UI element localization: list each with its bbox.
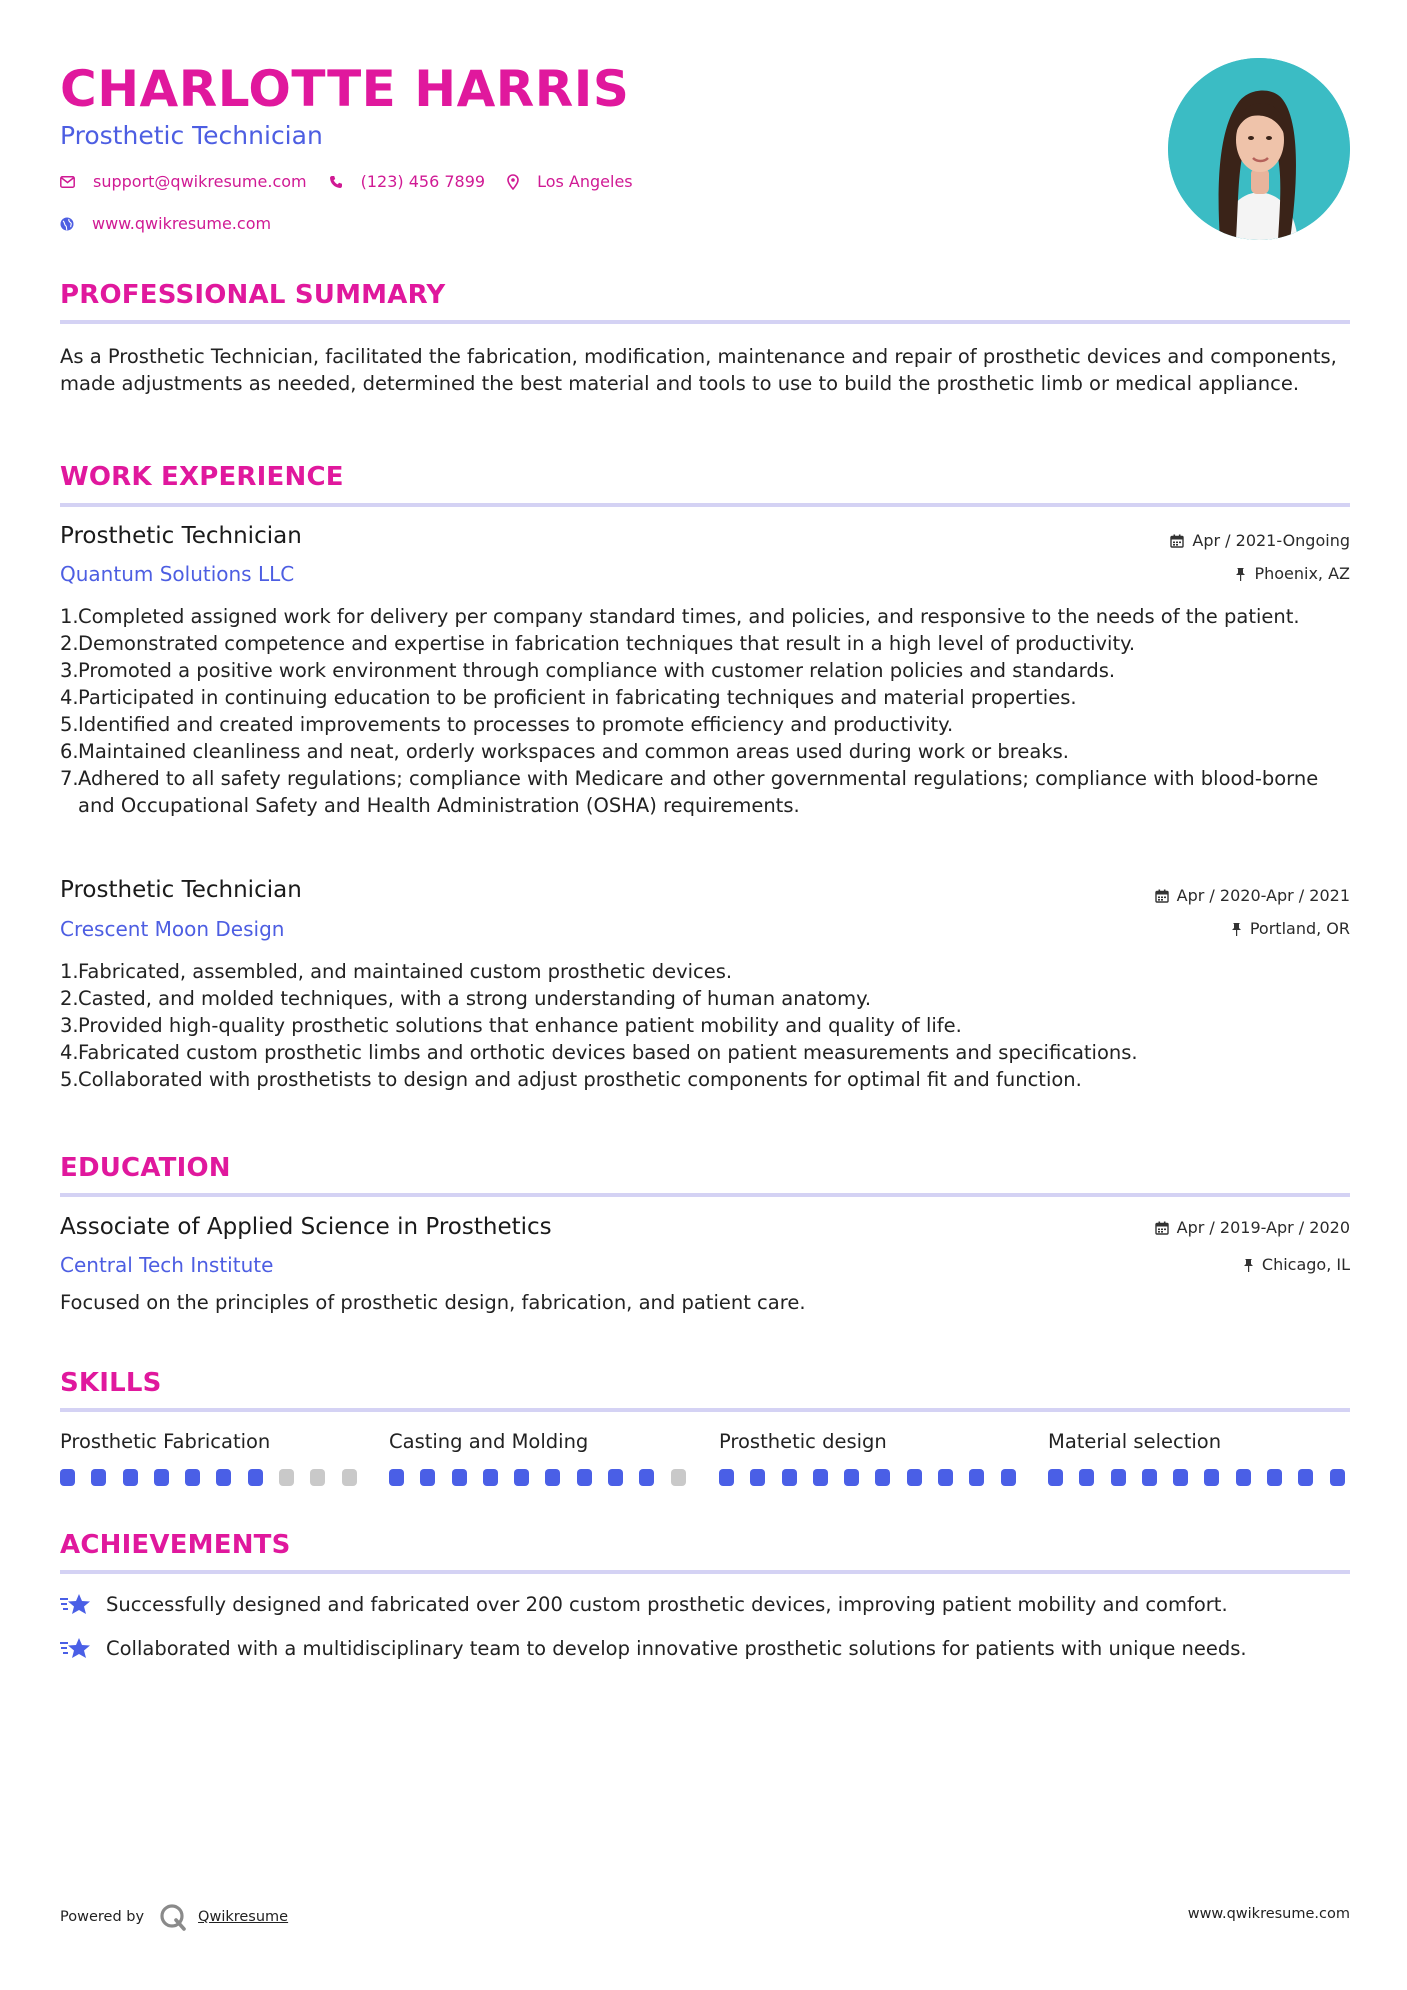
list-item: 5. Identified and created improvements to processes to promote efficiency and productivity. <box>60 713 954 736</box>
skill-name: Material selection <box>1048 1430 1222 1453</box>
education-location-text: Chicago, IL <box>1261 1255 1350 1274</box>
skill-rating <box>719 1469 1032 1486</box>
list-item: 7. Adhered to all safety regulations; compliance with Medicare and other governmental regulations; compliance with blood-borne and Occupational Safety and Health Administration (OSHA) requirements. <box>60 767 1319 817</box>
achievement-text: Collaborated with a multidisciplinary team to develop innovative prosthetic solutions for patients with unique needs. <box>106 1636 1247 1660</box>
skill-dot-filled <box>1111 1469 1126 1486</box>
website-text: www.qwikresume.com <box>92 214 272 233</box>
footer-website[interactable]: www.qwikresume.com <box>1187 1906 1350 1922</box>
skill-dot-filled <box>123 1469 138 1486</box>
list-item: 6. Maintained cleanliness and neat, orderly workspaces and common areas used during work or breaks. <box>60 740 1069 763</box>
education-description: Focused on the principles of prosthetic design, fabrication, and patient care. <box>60 1291 806 1314</box>
skill-dot-filled <box>1142 1469 1157 1486</box>
skill-dot-filled <box>185 1469 200 1486</box>
profile-photo-illustration <box>1168 58 1350 240</box>
skill-dot-filled <box>639 1469 654 1486</box>
calendar-icon <box>1155 889 1169 903</box>
skill-dot-filled <box>1204 1469 1219 1486</box>
skill-dot-filled <box>813 1469 828 1486</box>
location-text: Los Angeles <box>537 172 633 191</box>
skill-dot-filled <box>1267 1469 1282 1486</box>
calendar-icon <box>1170 534 1184 548</box>
degree-title: Associate of Applied Science in Prosthetics <box>60 1214 552 1240</box>
skill-dot-filled <box>452 1469 467 1486</box>
skill-item <box>1048 1430 1348 1453</box>
achievement-item <box>60 1636 1247 1660</box>
job-responsibilities <box>60 603 1350 819</box>
list-item: 3. Promoted a positive work environment through compliance with customer relation policies and standards. <box>60 659 1116 682</box>
skill-dot-empty <box>671 1469 686 1486</box>
job-location-text: Portland, OR <box>1249 919 1350 938</box>
section-divider <box>60 1408 1350 1412</box>
contact-row-website <box>60 214 293 233</box>
job-dates-text: Apr / 2020-Apr / 2021 <box>1176 886 1350 905</box>
skill-dot-filled <box>875 1469 890 1486</box>
skill-dot-filled <box>1298 1469 1313 1486</box>
achievement-item <box>60 1592 1228 1616</box>
education-dates-text: Apr / 2019-Apr / 2020 <box>1176 1218 1350 1237</box>
job-title: Prosthetic Technician <box>60 523 302 549</box>
education-location <box>1243 1255 1350 1274</box>
envelope-icon <box>60 176 75 188</box>
summary-heading: PROFESSIONAL SUMMARY <box>60 280 446 310</box>
skill-dot-filled <box>907 1469 922 1486</box>
job-responsibilities <box>60 958 1350 1093</box>
skill-dot-filled <box>1173 1469 1188 1486</box>
skill-dot-filled <box>969 1469 984 1486</box>
candidate-role: Prosthetic Technician <box>60 121 323 150</box>
achievement-text: Successfully designed and fabricated over 200 custom prosthetic devices, improving patient mobility and comfort. <box>106 1592 1228 1616</box>
contact-email[interactable] <box>60 172 307 191</box>
contact-phone[interactable] <box>329 172 485 191</box>
contact-location <box>507 172 633 191</box>
email-text: support@qwikresume.com <box>93 172 307 191</box>
phone-icon <box>329 175 343 189</box>
section-divider <box>60 320 1350 324</box>
job-location <box>1235 564 1350 583</box>
qwikresume-link[interactable]: Qwikresume <box>198 1909 289 1925</box>
pushpin-icon <box>1243 1258 1254 1272</box>
skill-dot-empty <box>342 1469 357 1486</box>
section-divider <box>60 503 1350 507</box>
education-dates <box>1155 1218 1350 1237</box>
skill-rating <box>389 1469 702 1486</box>
skill-dot-filled <box>216 1469 231 1486</box>
skill-dot-filled <box>154 1469 169 1486</box>
contact-row <box>60 172 655 191</box>
skill-dot-filled <box>1079 1469 1094 1486</box>
avatar <box>1168 58 1350 240</box>
skill-dot-filled <box>750 1469 765 1486</box>
skill-item <box>60 1430 360 1453</box>
job-title: Prosthetic Technician <box>60 877 302 903</box>
section-divider <box>60 1570 1350 1574</box>
skill-dot-filled <box>1001 1469 1016 1486</box>
skill-item <box>389 1430 689 1453</box>
skill-dot-filled <box>248 1469 263 1486</box>
contact-website[interactable] <box>60 214 271 233</box>
job-dates <box>1155 886 1350 905</box>
skill-dot-filled <box>1236 1469 1251 1486</box>
achievements-heading: ACHIEVEMENTS <box>60 1530 291 1560</box>
skill-dot-filled <box>844 1469 859 1486</box>
skill-rating <box>1048 1469 1361 1486</box>
skill-rating <box>60 1469 373 1486</box>
skill-dot-filled <box>91 1469 106 1486</box>
skill-dot-filled <box>577 1469 592 1486</box>
phone-text: (123) 456 7899 <box>360 172 486 191</box>
calendar-icon <box>1155 1221 1169 1235</box>
qwikresume-logo-icon <box>158 1902 188 1932</box>
list-item: 2. Casted, and molded techniques, with a strong understanding of human anatomy. <box>60 987 872 1010</box>
education-heading: EDUCATION <box>60 1153 231 1183</box>
summary-text: As a Prosthetic Technician, facilitated the fabrication, modification, maintenance and repair of prosthetic devices and components, made adjustments as needed, determined the best material and tools to use to build the prosthetic limb or medical appliance. <box>60 345 1337 395</box>
skill-dot-filled <box>719 1469 734 1486</box>
footer-powered-by <box>60 1902 288 1932</box>
powered-by-label: Powered by <box>60 1909 145 1925</box>
job-dates-text: Apr / 2021-Ongoing <box>1192 531 1350 550</box>
job-dates <box>1170 531 1350 550</box>
experience-heading: WORK EXPERIENCE <box>60 462 344 492</box>
section-divider <box>60 1193 1350 1197</box>
map-pin-icon <box>507 174 519 190</box>
list-item: 4. Participated in continuing education to be proficient in fabricating techniques and material properties. <box>60 686 1077 709</box>
pushpin-icon <box>1231 922 1242 936</box>
skill-dot-filled <box>514 1469 529 1486</box>
skill-dot-filled <box>1048 1469 1063 1486</box>
skills-heading: SKILLS <box>60 1368 162 1398</box>
job-company: Quantum Solutions LLC <box>60 562 295 586</box>
skill-dot-filled <box>60 1469 75 1486</box>
skill-dot-empty <box>310 1469 325 1486</box>
job-company: Crescent Moon Design <box>60 917 285 941</box>
skill-dot-filled <box>1330 1469 1345 1486</box>
skill-name: Prosthetic Fabrication <box>60 1430 271 1453</box>
school-name: Central Tech Institute <box>60 1253 274 1277</box>
skill-name: Casting and Molding <box>389 1430 589 1453</box>
star-badge-icon <box>60 1592 92 1616</box>
skill-dot-empty <box>279 1469 294 1486</box>
skill-dot-filled <box>389 1469 404 1486</box>
job-location-text: Phoenix, AZ <box>1254 564 1350 583</box>
list-item: 5. Collaborated with prosthetists to design and adjust prosthetic components for optimal fit and function. <box>60 1068 1082 1091</box>
skill-name: Prosthetic design <box>719 1430 887 1453</box>
list-item: 1. Fabricated, assembled, and maintained custom prosthetic devices. <box>60 960 733 983</box>
skill-item <box>719 1430 1019 1453</box>
skill-dot-filled <box>420 1469 435 1486</box>
globe-icon <box>60 217 74 231</box>
skill-dot-filled <box>483 1469 498 1486</box>
list-item: 4. Fabricated custom prosthetic limbs and orthotic devices based on patient measurements and specifications. <box>60 1041 1138 1064</box>
skill-dot-filled <box>782 1469 797 1486</box>
pushpin-icon <box>1235 567 1246 581</box>
list-item: 3. Provided high-quality prosthetic solutions that enhance patient mobility and quality of life. <box>60 1014 962 1037</box>
skill-dot-filled <box>608 1469 623 1486</box>
skill-dot-filled <box>545 1469 560 1486</box>
skill-dot-filled <box>938 1469 953 1486</box>
candidate-name: CHARLOTTE HARRIS <box>60 60 630 118</box>
star-badge-icon <box>60 1636 92 1660</box>
job-location <box>1231 919 1350 938</box>
list-item: 1. Completed assigned work for delivery per company standard times, and policies, and responsive to the needs of the patient. <box>60 605 1300 628</box>
list-item: 2. Demonstrated competence and expertise in fabrication techniques that result in a high level of productivity. <box>60 632 1136 655</box>
